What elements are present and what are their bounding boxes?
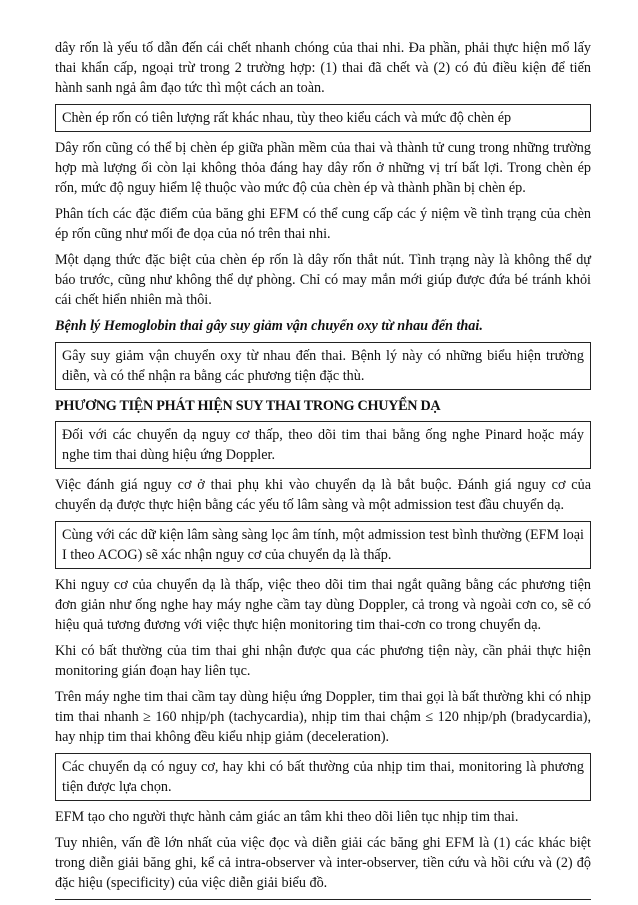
boxed-note-cord-compression-prognosis: Chèn ép rốn có tiên lượng rất khác nhau, tùy theo kiểu cách và mức độ chèn ép bbox=[55, 104, 591, 132]
paragraph-knotted-cord: Một dạng thức đặc biệt của chèn ép rốn là dây rốn thắt nút. Tình trạng này là không thể dự báo trước, cũng như không thể dự phòng. Chỉ có may mắn mới giúp được đứa bé tránh khỏi cái chết hiển nhiên mà thôi. bbox=[55, 252, 591, 308]
section-heading-detection-methods: PHƯƠNG TIỆN PHÁT HIỆN SUY THAI TRONG CHUYỂN DẠ bbox=[55, 398, 441, 414]
bottom-divider bbox=[55, 899, 591, 900]
boxed-note-low-risk-monitoring: Đối với các chuyển dạ nguy cơ thấp, theo dõi tim thai bằng ống nghe Pinard hoặc máy nghe tim thai dùng hiệu ứng Doppler. bbox=[55, 421, 591, 469]
boxed-note-oxygen-transport: Gây suy giảm vận chuyển oxy từ nhau đến thai. Bệnh lý này có những biểu hiện trường diễn, và có thể nhận ra bằng các phương tiện đặc thù. bbox=[55, 342, 591, 390]
heading-fetal-hemoglobin: Bệnh lý Hemoglobin thai gây suy giảm vận chuyển oxy từ nhau đến thai. bbox=[55, 318, 483, 334]
paragraph-abnormal-findings: Khi có bất thường của tim thai ghi nhận được qua các phương tiện này, cần phải thực hiện monitoring gián đoạn hay liên tục. bbox=[55, 643, 591, 679]
paragraph-cord-death: dây rốn là yếu tố dẫn đến cái chết nhanh chóng của thai nhi. Đa phần, phải thực hiện mổ lấy thai khẩn cấp, ngoại trừ trong 2 trường hợp: (1) thai đã chết và (2) có đủ điều kiện để tiến hành sanh ngả âm đạo tức thì một cách an toàn. bbox=[55, 40, 591, 96]
paragraph-risk-assessment: Việc đánh giá nguy cơ ở thai phụ khi vào chuyển dạ là bắt buộc. Đánh giá nguy cơ của chuyển dạ được thực hiện bằng các yếu tố lâm sàng và một admission test đầu chuyển dạ. bbox=[55, 477, 591, 513]
boxed-note-monitoring-choice: Các chuyển dạ có nguy cơ, hay khi có bất thường của nhịp tim thai, monitoring là phương tiện được lựa chọn. bbox=[55, 753, 591, 801]
paragraph-doppler-criteria: Trên máy nghe tim thai cầm tay dùng hiệu ứng Doppler, tim thai gọi là bất thường khi có nhịp tim thai nhanh ≥ 160 nhịp/ph (tachycardia), nhịp tim thai chậm ≤ 120 nhịp/ph (bradycardia), hay nhịp tim thai không đều kiểu nhịp giảm (deceleration). bbox=[55, 689, 591, 745]
paragraph-cord-compression: Dây rốn cũng có thể bị chèn ép giữa phần mềm của thai và thành tử cung trong những trường hợp mà lượng ối còn lại không thỏa đáng hay dây rốn ở những vị trí bất lợi. Trong chèn ép rốn, mức độ nguy hiểm lệ thuộc vào mức độ của chèn ép và thành phần bị chèn ép. bbox=[55, 140, 591, 196]
boxed-note-admission-test: Cùng với các dữ kiện lâm sàng sàng lọc âm tính, một admission test bình thường (EFM loại I theo ACOG) sẽ xác nhận nguy cơ của chuyển dạ là thấp. bbox=[55, 521, 591, 569]
paragraph-efm-reassurance: EFM tạo cho người thực hành cảm giác an tâm khi theo dõi liên tục nhịp tim thai. bbox=[55, 809, 519, 825]
paragraph-efm-limitations: Tuy nhiên, vấn đề lớn nhất của việc đọc và diễn giải các băng ghi EFM là (1) các khác biệt trong diễn giải băng ghi, kể cả intra-observer và inter-observer, tiền cứu và hồi cứu và (2) độ đặc hiệu (specificity) của việc diễn giải biểu đồ. bbox=[55, 835, 591, 891]
paragraph-efm-analysis: Phân tích các đặc điểm của băng ghi EFM có thể cung cấp các ý niệm về tình trạng của chèn ép rốn cũng như mối đe dọa của nó trên thai nhi. bbox=[55, 206, 591, 242]
document-page bbox=[55, 38, 591, 900]
paragraph-intermittent-monitoring: Khi nguy cơ của chuyển dạ là thấp, việc theo dõi tim thai ngắt quãng bằng các phương tiện đơn giản như ống nghe hay máy nghe cầm tay dùng Doppler, cả trong và ngoài cơn co, sẽ có hiệu quả tương đương với việc thực hiện monitoring tim thai-cơn co trong chuyển dạ. bbox=[55, 577, 591, 633]
